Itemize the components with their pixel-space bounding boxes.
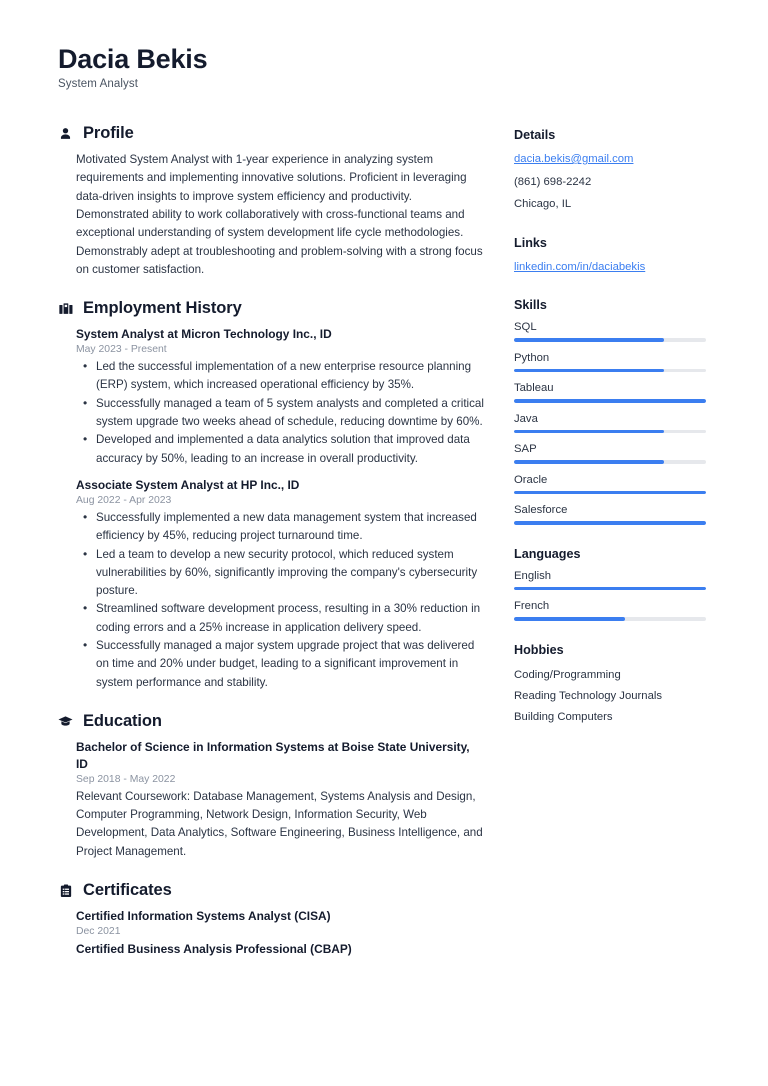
skill-bar-fill — [514, 369, 664, 373]
section-profile-title: Profile — [83, 124, 134, 143]
section-certificates-body — [58, 908, 484, 958]
section-education-title: Education — [83, 712, 162, 731]
clipboard-icon — [58, 883, 73, 899]
employment-entry — [76, 477, 484, 692]
skill-bar-fill — [514, 460, 664, 464]
skill-label: SAP — [514, 443, 537, 456]
skill-item — [514, 474, 706, 495]
hobby-item: Building Computers — [514, 711, 613, 724]
skill-bar-track — [514, 430, 706, 434]
language-label: French — [514, 600, 550, 613]
section-profile-body — [58, 151, 484, 279]
employment-entry-date: May 2023 - Present — [76, 344, 167, 356]
section-certificates-heading — [58, 881, 484, 900]
graduation-cap-icon — [58, 714, 73, 730]
location: Chicago, IL — [514, 198, 572, 211]
section-employment-body — [58, 326, 484, 692]
skill-bar-track — [514, 338, 706, 342]
sidebar-section-links — [514, 236, 706, 277]
skill-bar-track — [514, 460, 706, 464]
skill-bar-fill — [514, 399, 706, 403]
skill-label: Python — [514, 351, 550, 364]
sidebar-hobbies-title: Hobbies — [514, 642, 564, 657]
section-profile — [58, 124, 484, 279]
hobby-item: Reading Technology Journals — [514, 689, 663, 702]
bullet-item: • Successfully implemented a new data management system that increased efficiency by 45%, reducing project turnaround time. — [76, 509, 484, 546]
skill-bar-fill — [514, 491, 706, 495]
language-item — [514, 570, 706, 591]
skill-item — [514, 413, 706, 434]
employment-entry-title: System Analyst at Micron Technology Inc., ID — [76, 327, 332, 342]
skill-item — [514, 382, 706, 403]
skill-bar-fill — [514, 521, 706, 525]
skill-label: Java — [514, 412, 538, 425]
skill-bar-fill — [514, 338, 664, 342]
resume-body — [58, 124, 724, 978]
employment-entry-bullets — [76, 509, 484, 692]
section-profile-heading — [58, 124, 484, 143]
section-education-heading — [58, 712, 484, 731]
certificate-entry-title: Certified Business Analysis Professional (CBAP) — [76, 942, 352, 957]
sidebar-column — [514, 124, 706, 748]
section-employment-title: Employment History — [83, 299, 242, 318]
language-bar-track — [514, 587, 706, 591]
bullet-item: • Streamlined software development process, resulting in a 30% reduction in coding errors and a 25% increase in application delivery speed. — [76, 600, 484, 637]
resume-header — [58, 44, 724, 90]
employment-entry-bullets — [76, 358, 484, 468]
bullet-item: • Led the successful implementation of a new enterprise resource planning (ERP) system, which increased operational efficiency by 35%. — [76, 358, 484, 395]
language-label: English — [514, 569, 552, 582]
section-certificates — [58, 881, 484, 958]
sidebar-details-title: Details — [514, 128, 556, 143]
skill-bar-track — [514, 521, 706, 525]
sidebar-links-title: Links — [514, 235, 547, 250]
section-employment — [58, 299, 484, 692]
certificate-entry-date: Dec 2021 — [76, 926, 121, 938]
skill-item — [514, 443, 706, 464]
section-certificates-title: Certificates — [83, 881, 172, 900]
skill-item — [514, 352, 706, 373]
section-education-body — [58, 739, 484, 861]
briefcase-icon — [58, 301, 73, 317]
section-education — [58, 712, 484, 861]
language-bar-fill — [514, 617, 625, 621]
certificate-entry-title: Certified Information Systems Analyst (CISA) — [76, 909, 331, 924]
skill-bar-track — [514, 491, 706, 495]
employment-entry-date: Aug 2022 - Apr 2023 — [76, 494, 172, 506]
section-employment-heading — [58, 299, 484, 318]
skill-label: SQL — [514, 321, 537, 334]
sidebar-skills-title: Skills — [514, 298, 547, 313]
skill-bar-track — [514, 399, 706, 403]
education-entry-date: Sep 2018 - May 2022 — [76, 773, 176, 785]
certificate-entry — [76, 908, 484, 937]
sidebar-section-languages — [514, 547, 706, 621]
language-bar-track — [514, 617, 706, 621]
bullet-item: • Led a team to develop a new security protocol, which reduced system vulnerabilities by 60%, significantly improving the company's cybersecurity posture. — [76, 546, 484, 601]
bullet-item: • Successfully managed a major system upgrade project that was delivered on time and 20% under budget, leading to a significant improvement in system performance and stability. — [76, 637, 484, 692]
skill-label: Oracle — [514, 473, 548, 486]
skill-bar-fill — [514, 430, 664, 434]
hobby-item: Coding/Programming — [514, 668, 621, 681]
sidebar-section-details — [514, 128, 706, 214]
skill-label: Tableau — [514, 382, 554, 395]
phone-number: (861) 698-2242 — [514, 175, 592, 188]
certificate-entry — [76, 941, 484, 958]
education-entry-title: Bachelor of Science in Information Systems at Boise State University, ID — [76, 740, 470, 771]
education-entry — [76, 739, 484, 861]
education-entry-description: Relevant Coursework: Database Management, Systems Analysis and Design, Computer Programming, Network Design, Information Security, Web Development, Data Analytics, Software Engineering, Business Intelligence, and Project Management. — [76, 789, 483, 858]
bullet-item: • Successfully managed a team of 5 system analysts and completed a critical system upgrade two weeks ahead of schedule, reducing downtime by 60%. — [76, 395, 484, 432]
employment-entry-title: Associate System Analyst at HP Inc., ID — [76, 478, 300, 493]
email-link[interactable]: dacia.bekis@gmail.com — [514, 153, 634, 166]
language-item — [514, 600, 706, 621]
bullet-item: • Developed and implemented a data analytics solution that improved data accuracy by 50%, leading to an increase in overall productivity. — [76, 431, 484, 468]
candidate-name: Dacia Bekis — [58, 44, 208, 74]
linkedin-link[interactable]: linkedin.com/in/daciabekis — [514, 260, 646, 273]
skill-label: Salesforce — [514, 504, 568, 517]
candidate-job-title: System Analyst — [58, 78, 139, 91]
profile-text: Motivated System Analyst with 1-year experience in analyzing system requirements and implementing innovative solutions. Proficient in leveraging data-driven insights to improve system efficiency and productivity. Demonstrated ability to work collaboratively with cross-functional teams and exceptional understanding of system development life cycle methodologies. Demonstrably adept at troubleshooting and problem-solving with a strong focus on customer satisfaction. — [76, 153, 483, 276]
employment-entry — [76, 326, 484, 468]
skill-item — [514, 504, 706, 525]
sidebar-section-skills — [514, 298, 706, 525]
skill-bar-track — [514, 369, 706, 373]
main-column — [58, 124, 484, 978]
skill-item — [514, 321, 706, 342]
language-bar-fill — [514, 587, 706, 591]
sidebar-section-hobbies — [514, 643, 706, 727]
user-icon — [58, 126, 73, 142]
sidebar-languages-title: Languages — [514, 546, 581, 561]
